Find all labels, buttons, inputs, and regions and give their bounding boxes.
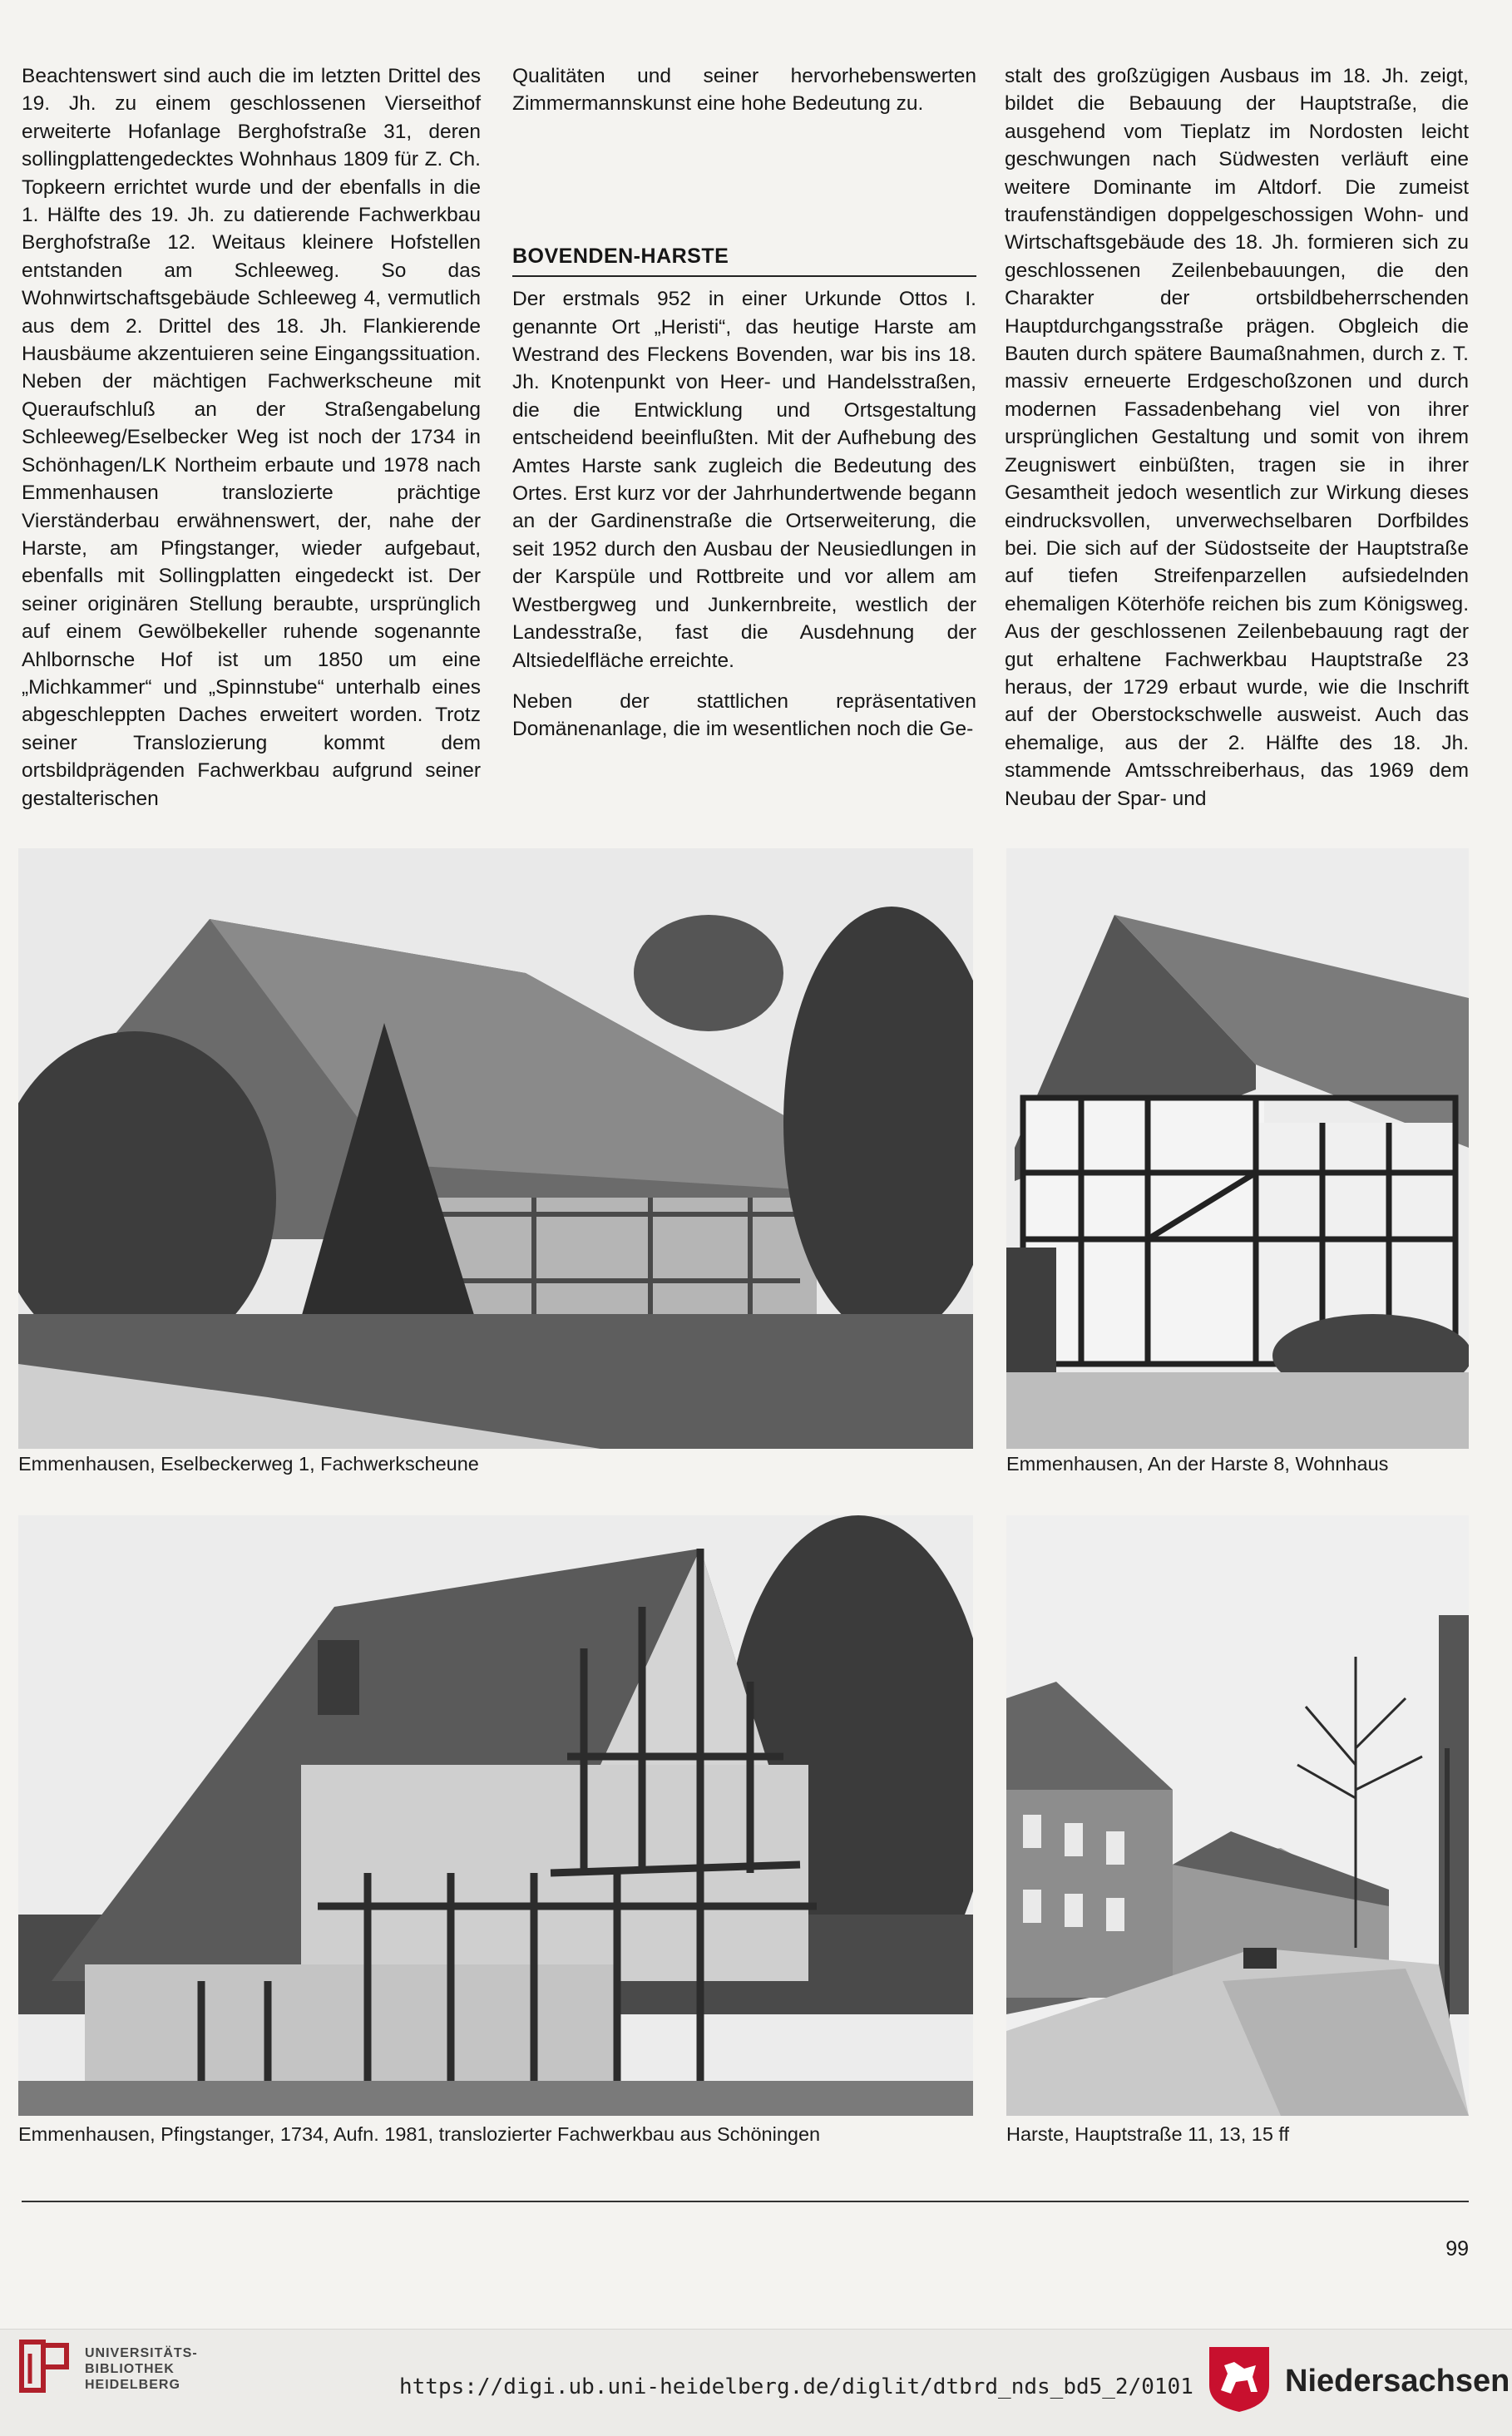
caption-photo-relocated-timber-frame: Emmenhausen, Pfingstanger, 1734, Aufn. 1981, translozierter Fachwerkbau aus Schöningen	[18, 2123, 821, 2145]
page-number: 99	[1445, 2237, 1469, 2261]
text-column-1	[22, 62, 481, 813]
caption-photo-residential-house: Emmenhausen, An der Harste 8, Wohnhaus	[1006, 1453, 1389, 1475]
column-1-paragraph: Beachtenswert sind auch die im letzten Drittel des 19. Jh. zu einem geschlossenen Vierseithof erweiterte Hofanlage Berghofstraße 31, deren sollingplattengedecktes Wohnhaus 1809 für Z. Ch. Topkeern errichtet wurde und der ebenfalls in die 1. Hälfte des 19. Jh. zu datierende Fachwerkbau Berghofstraße 12. Weitaus kleinere Hofstellen entstanden am Schleeweg. So das Wohnwirtschaftsgebäude Schleeweg 4, vermutlich aus dem 2. Drittel des 18. Jh. Flankierende Hausbäume akzentuieren seine Eingangssituation. Neben der mächtigen Fachwerkscheune mit Queraufschluß an der Straßengabelung Schleeweg/Eselbecker Weg ist noch der 1734 in Schönhagen/LK Northeim erbaute und 1978 nach Emmenhausen translozierte prächtige Vierständerbau erwähnenswert, der, nahe der Harste, am Pfingstanger, wieder aufgebaut, ebenfalls mit Sollingplatten eingedeckt ist. Der seiner originären Stellung beraubte, ursprünglich auf einem Gewölbekeller ruhende sogenannte Ahlbornsche Hof ist um 1850 um eine „Michkammer“ und „Spinnstube“ unterhalb eines abgeschleppten Daches erweitert worden. Trotz seiner Translozierung kommt dem ortsbildprägenden Fachwerkbau aufgrund seiner gestalterischen	[22, 65, 481, 810]
library-name-line-1: UNIVERSITÄTS-	[85, 2346, 198, 2360]
column-2-paragraph-2: Der erstmals 952 in einer Urkunde Ottos I. genannte Ort „Heristi“, das heutige Harste am Westrand des Fleckens Bovenden, war bis ins 18. Jh. Knotenpunkt von Heer- und Handelsstraßen, die die Entwicklung und Ortsgestaltung entscheidend beeinflußten. Mit der Aufhebung des Amtes Harste sank zugleich die Bedeutung des Ortes. Erst kurz vor der Jahrhundertwende begann an der Gardinenstraße die Ortserweiterung, die seit 1952 durch den Ausbau der Neusiedlungen in der Karspüle und Rottbreite und vor allem am Westbergweg und Junkernbreite, westlich der Landesstraße, fast die Ausdehnung der Altsiedelfläche erreichte.	[512, 288, 976, 672]
text-column-3	[1005, 62, 1469, 813]
niedersachsen-label: Niedersachsen	[1285, 2364, 1510, 2399]
digital-library-url[interactable]: https://digi.ub.uni-heidelberg.de/diglit/dtbrd_nds_bd5_2/0101	[399, 2374, 1193, 2399]
university-library-logo-icon	[18, 2337, 77, 2399]
library-name-line-3: HEIDELBERG	[85, 2378, 180, 2392]
caption-photo-street-view: Harste, Hauptstraße 11, 13, 15 ff	[1006, 2123, 1290, 2145]
photo-street-view	[1006, 1515, 1469, 2116]
column-2-paragraph-1: Qualitäten und seiner hervorhebenswerten Zimmermannskunst eine hohe Bedeutung zu.	[512, 65, 976, 116]
bottom-rule	[22, 2201, 1469, 2202]
library-name-line-2: BIBLIOTHEK	[85, 2362, 175, 2376]
section-heading: BOVENDEN-HARSTE	[512, 243, 976, 277]
caption-photo-barn: Emmenhausen, Eselbeckerweg 1, Fachwerkscheune	[18, 1453, 479, 1475]
photo-relocated-timber-frame	[18, 1515, 973, 2116]
university-library-name	[85, 2345, 198, 2393]
column-2-paragraph-3: Neben der stattlichen repräsentativen Domänenanlage, die im wesentlichen noch die Ge-	[512, 689, 976, 741]
text-column-2	[512, 62, 976, 744]
photo-residential-house	[1006, 848, 1469, 1449]
photo-barn	[18, 848, 973, 1449]
column-3-paragraph: stalt des großzügigen Ausbaus im 18. Jh. zeigt, bildet die Bebauung der Hauptstraße, die ausgehend vom Tieplatz im Nordosten leicht geschwungen nach Südwesten verläuft eine weitere Dominante im Altdorf. Die zumeist traufenständigen doppelgeschossigen Wohn- und Wirtschaftsgebäude des 18. Jh. formieren sich zu geschlossenen Zeilenbebauungen, die den Charakter der ortsbildbeherrschenden Hauptdurchgangsstraße prägen. Obgleich die Bauten durch spätere Baumaßnahmen, durch z. T. massiv erneuerte Erdgeschoßzonen und durch modernen Fassadenbehang viel von ihrer ursprünglichen Gestaltung und somit von ihrem Zeugniswert einbüßten, tragen sie in ihrer Gesamtheit jedoch wesentlich zur Wirkung dieses eindrucksvollen, unverwechselbaren Dorfbildes bei. Die sich auf der Südostseite der Hauptstraße auf tiefen Streifenparzellen aufsiedelnden ehemaligen Köterhöfe reichen bis zum Königsweg. Aus der geschlossenen Zeilenbebauung ragt der gut erhaltene Fachwerkbau Hauptstraße 23 heraus, der 1729 erbaut wurde, wie die Inschrift auf der Oberstockschwelle ausweist. Auch das ehemalige, aus der 2. Hälfte des 18. Jh. stammende Amtsschreiberhaus, das 1969 dem Neubau der Spar- und	[1005, 65, 1469, 810]
niedersachsen-horse-icon	[1206, 2344, 1272, 2418]
